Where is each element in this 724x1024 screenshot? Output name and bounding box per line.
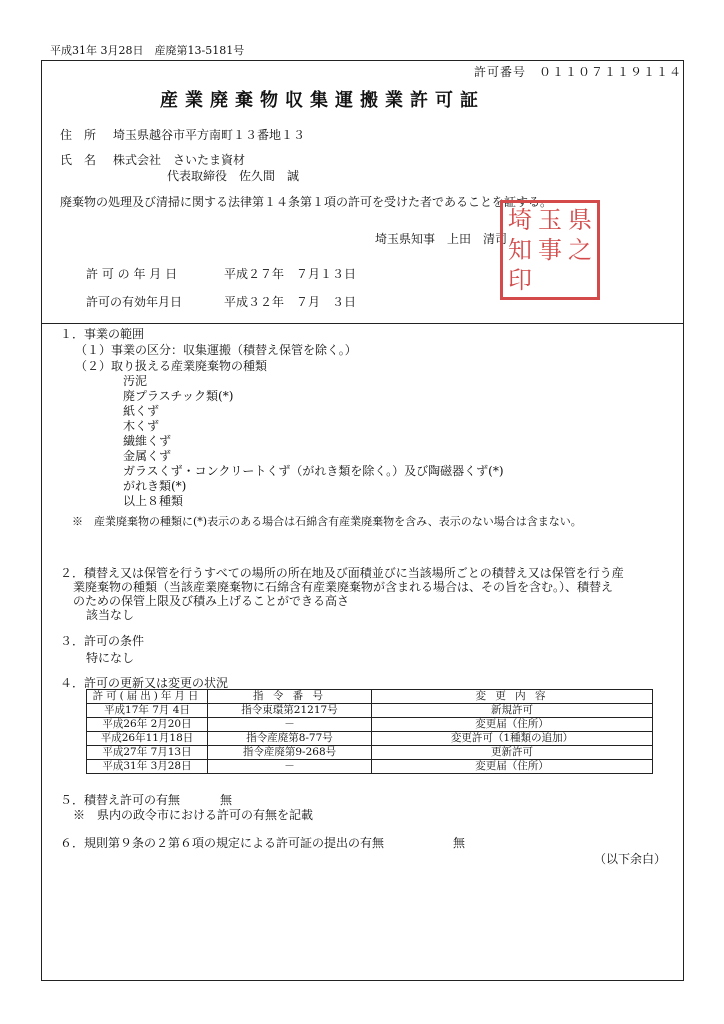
table-row: [87, 732, 653, 746]
permit-number: 許可番号 ０１１０７１１９１１４: [474, 65, 683, 79]
table-cell: 新規許可: [372, 704, 653, 718]
table-cell: 変更届（住所）: [372, 760, 653, 774]
section5-heading: ５．積替え許可の有無: [60, 793, 181, 807]
section5-note: ※ 県内の政令市における許可の有無を記載: [73, 808, 314, 822]
asbestos-note: ※ 産業廃棄物の種類に(*)表示のある場合は石綿含有産業廃棄物を含み、表示のない場合は含まない。: [72, 515, 582, 528]
section5-value: 無: [220, 793, 233, 807]
waste-type: 木くず: [123, 419, 160, 433]
section4-heading: ４．許可の更新又は変更の状況: [60, 676, 229, 690]
section2-line: ２．積替え又は保管を行うすべての場所の所在地及び面積並びに当該場所ごとの積替え又は保管を行う産: [60, 566, 624, 580]
table-cell: －: [208, 718, 372, 732]
waste-type: 繊維くず: [123, 434, 172, 448]
column-header: 指 令 番 号: [208, 690, 372, 704]
section6-value: 無: [453, 836, 466, 850]
representative-name: 代表取締役 佐久間 誠: [167, 169, 300, 183]
table-cell: 平成17年 7月 4日: [87, 704, 208, 718]
section2-line: のための保管上限及び積み上げることができる高さ: [73, 594, 350, 608]
table-cell: 平成26年11月18日: [87, 732, 208, 746]
table-cell: 変更届（住所）: [372, 718, 653, 732]
closing-remark: （以下余白）: [594, 852, 667, 866]
table-row: [87, 718, 653, 732]
seal-char: 印: [508, 266, 532, 294]
table-cell: 平成27年 7月13日: [87, 746, 208, 760]
header-reference: 平成31年 3月28日 産廃第13-5181号: [50, 44, 245, 57]
seal-char: 知: [508, 236, 532, 264]
table-cell: 変更許可（1種類の追加）: [372, 732, 653, 746]
name-label: 氏 名: [60, 153, 97, 167]
scope-item-1: （１）事業の区分：収集運搬（積替え保管を除く。）: [75, 343, 357, 357]
waste-type: ガラスくず・コンクリートくず（がれき類を除く。）及び陶磁器くず(*): [123, 464, 504, 478]
company-name: 株式会社 さいたま資材: [113, 153, 246, 167]
section2-value: 該当なし: [86, 608, 135, 622]
seal-char: 埼: [508, 206, 532, 234]
table-cell: 指令東環第21217号: [208, 704, 372, 718]
seal-char: [565, 265, 595, 295]
document-title: 産業廃棄物収集運搬業許可証: [160, 90, 485, 111]
seal-char: [535, 265, 565, 295]
certification-text: 廃棄物の処理及び清掃に関する法律第１４条第１項の許可を受けた者であることを証する。: [60, 195, 553, 209]
section-divider: [41, 323, 684, 324]
section6-heading: ６．規則第９条の２第６項の規定による許可証の提出の有無: [60, 836, 385, 850]
waste-type: 紙くず: [123, 404, 160, 418]
table-cell: 更新許可: [372, 746, 653, 760]
seal-char: 事: [538, 236, 562, 264]
address-value: 埼玉県越谷市平方南町１３番地１３: [113, 128, 306, 142]
table-cell: 指令産廃第8-77号: [208, 732, 372, 746]
table-header-row: [87, 690, 653, 704]
table-row: [87, 760, 653, 774]
issuer: 埼玉県知事 上田 清司: [375, 232, 508, 246]
waste-type: 汚泥: [123, 374, 148, 388]
valid-until-value: 平成３２年 ７月 ３日: [224, 295, 357, 309]
waste-type: 金属くず: [123, 449, 172, 463]
waste-type: 廃プラスチック類(*): [123, 389, 234, 403]
section3-value: 特になし: [86, 651, 135, 665]
seal-char: 之: [568, 236, 592, 264]
official-seal: [500, 200, 600, 300]
waste-type: がれき類(*): [123, 479, 187, 493]
waste-type-total: 以上８種類: [123, 494, 184, 508]
table-cell: 平成26年 2月20日: [87, 718, 208, 732]
scope-item-2: （２）取り扱える産業廃棄物の種類: [75, 359, 268, 373]
section3-heading: ３．許可の条件: [60, 634, 145, 648]
permit-date-label: 許 可 の 年 月 日: [86, 267, 178, 281]
seal-char: 玉: [538, 206, 562, 234]
column-header: 許可(届出)年月日: [87, 690, 208, 704]
section2-line: 業廃棄物の種類（当該産業廃棄物に石綿含有産業廃棄物が含まれる場合は、その旨を含む。）、積替え: [73, 580, 614, 594]
table-cell: 指令産廃第9-268号: [208, 746, 372, 760]
table-row: [87, 704, 653, 718]
table-cell: 平成31年 3月28日: [87, 760, 208, 774]
scope-heading: １．事業の範囲: [60, 327, 145, 341]
valid-until-label: 許可の有効年月日: [86, 295, 183, 309]
table-row: [87, 746, 653, 760]
address-label: 住 所: [60, 128, 97, 142]
column-header: 変 更 内 容: [372, 690, 653, 704]
seal-char: 県: [568, 206, 592, 234]
permit-date-value: 平成２７年 ７月１３日: [224, 267, 357, 281]
history-table: [86, 689, 653, 774]
table-cell: －: [208, 760, 372, 774]
